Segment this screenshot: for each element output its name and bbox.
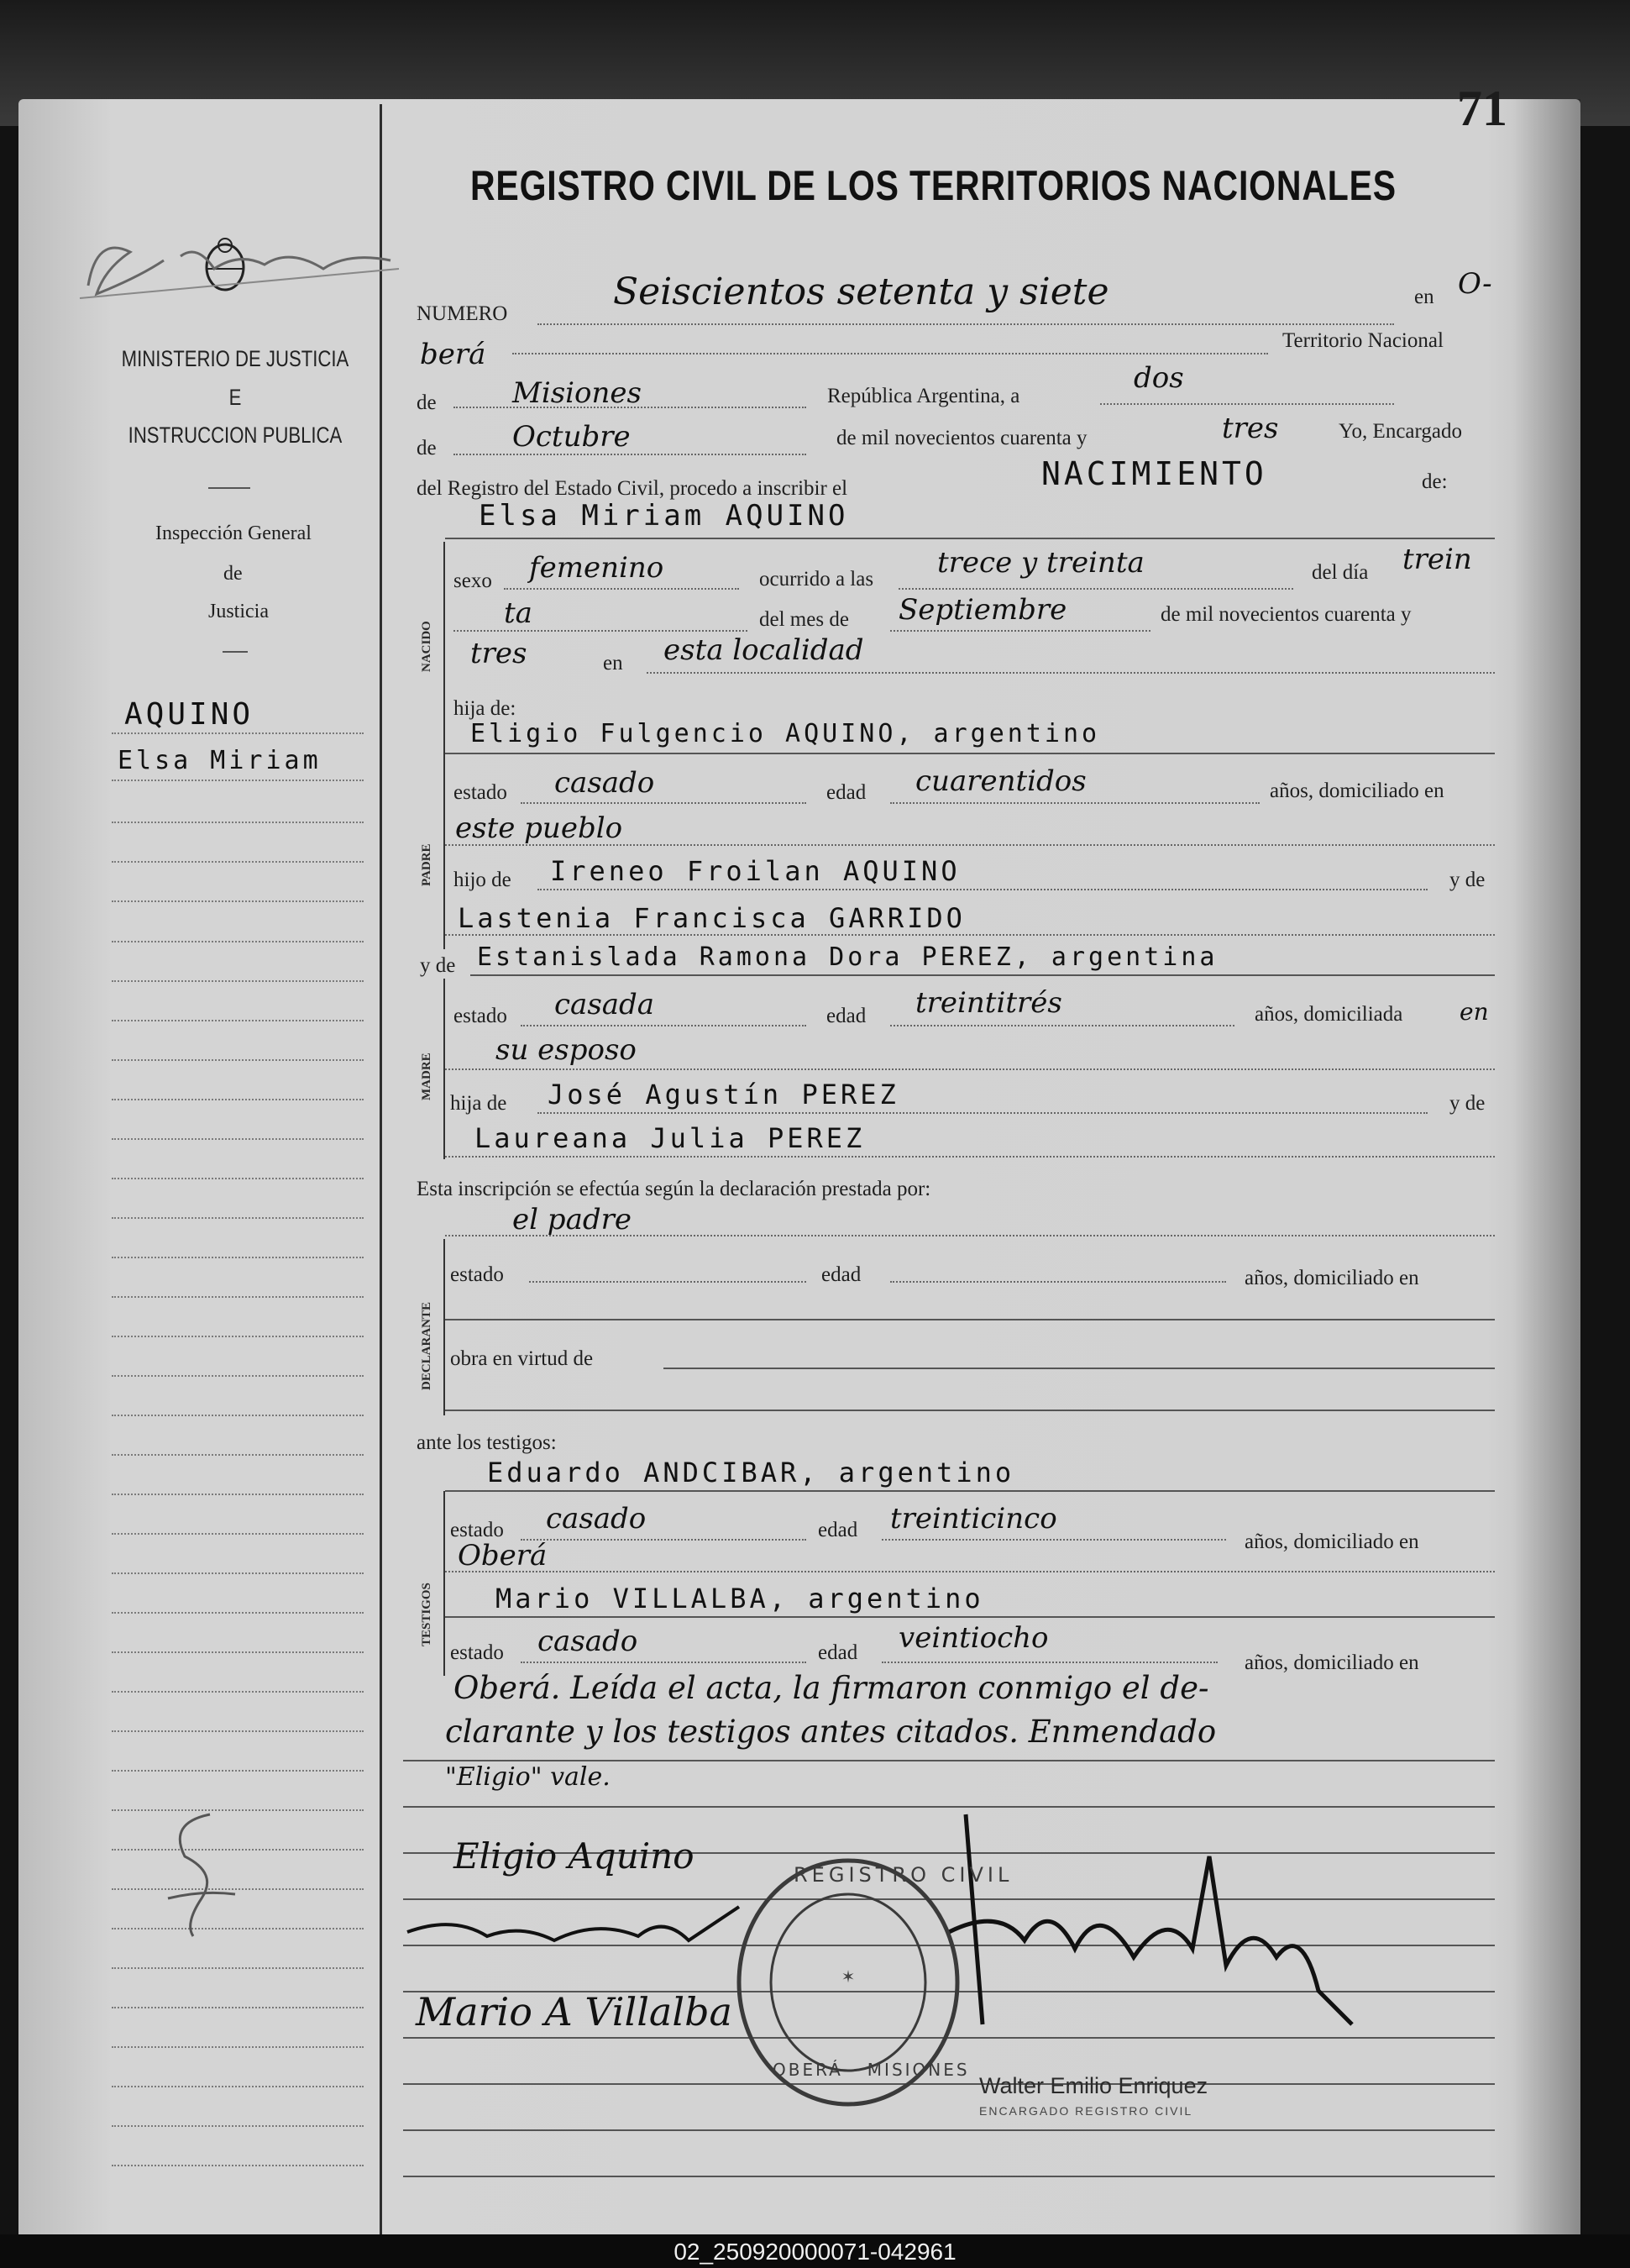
officer-name: Walter Emilio Enriquez [979, 2073, 1208, 2098]
inspection-line1: Inspección General [155, 522, 312, 544]
label-en-lugar: en [603, 652, 623, 675]
label-estado-madre: estado [453, 1005, 507, 1027]
ministry-rule [208, 487, 250, 489]
entry-abuelo-materno: José Agustín PEREZ [548, 1079, 899, 1110]
margin-signature [71, 218, 407, 311]
entry-testigo2: Mario VILLALBA, argentino [495, 1583, 984, 1614]
entry-t1-domicilio: Oberá [458, 1539, 548, 1572]
label-anos-dom-padre: años, domiciliado en [1270, 780, 1444, 802]
margin-surname: AQUINO [124, 697, 254, 732]
entry-nombre: Elsa Miriam AQUINO [479, 499, 849, 533]
label-del-dia: del día [1312, 561, 1369, 584]
testigos-bracket [443, 1491, 450, 1676]
section-declarante-label: DECLARANTE [420, 1301, 433, 1390]
label-estado-t2: estado [450, 1641, 504, 1664]
section-testigos-label: TESTIGOS [420, 1583, 433, 1646]
entry-madre-estado: casada [554, 988, 655, 1021]
margin-divider [380, 104, 382, 2250]
entry-madre-domicilio: su esposo [495, 1033, 637, 1067]
label-anos-dom-declarante: años, domiciliado en [1245, 1267, 1419, 1289]
signature-encargado [932, 1806, 1369, 2058]
entry-mes: Octubre [512, 420, 631, 454]
page-number: 71 [1457, 81, 1507, 136]
label-y-de-madre2: y de [1449, 1092, 1486, 1115]
signature-testigo2: Mario A Villalba [416, 1989, 732, 2034]
entry-cierre-line1: Oberá. Leída el acta, la firmaron conmigo el de- [453, 1670, 1209, 1706]
header-title: REGISTRO CIVIL DE LOS TERRITORIOS NACIONALES [470, 162, 1397, 209]
padre-bracket [443, 722, 450, 949]
label-anos-dom-t1: años, domiciliado en [1245, 1530, 1419, 1553]
label-mil-nov: de mil novecientos cuarenta y [836, 427, 1088, 449]
entry-provincia: Misiones [512, 376, 642, 410]
entry-t1-estado: casado [546, 1502, 647, 1536]
entry-t2-estado: casado [537, 1625, 638, 1658]
label-hija-de: hija de: [453, 697, 516, 720]
label-hijo-de: hijo de [453, 869, 511, 891]
entry-place-cont: berá [420, 338, 486, 371]
label-del-mes: del mes de [759, 608, 849, 631]
signature-testigo1-scribble [403, 1890, 756, 1966]
label-ante: ante los testigos: [417, 1431, 557, 1454]
label-yo: Yo, Encargado [1339, 420, 1462, 443]
entry-madre-edad: treintitrés [915, 986, 1062, 1020]
declarante-bracket [443, 1239, 450, 1415]
label-numero: NUMERO [417, 302, 508, 325]
svg-text:✶: ✶ [841, 1966, 856, 1987]
entry-t2-edad: veintiocho [899, 1621, 1049, 1655]
section-nacido-label: NACIDO [420, 621, 433, 672]
entry-dia-nac-1: trein [1402, 543, 1472, 576]
entry-t1-edad: treinticinco [890, 1502, 1057, 1536]
entry-lugar-nac: esta localidad [663, 633, 864, 667]
label-edad-t2: edad [818, 1641, 858, 1664]
label-inscripcion: Esta inscripción se efectúa según la declaración prestada por: [417, 1178, 931, 1200]
label-estado-declarante: estado [450, 1263, 504, 1286]
entry-padre-estado: casado [554, 766, 655, 800]
entry-abuelo-paterno: Ireneo Froilan AQUINO [550, 855, 961, 887]
entry-declarante: el padre [512, 1203, 632, 1236]
label-anos-dom-t2: años, domiciliado en [1245, 1651, 1419, 1674]
label-de-colon: de: [1422, 470, 1448, 493]
entry-padre: Eligio Fulgencio AQUINO, argentino [470, 719, 1101, 748]
entry-hora: trece y treinta [937, 546, 1145, 580]
entry-anio: tres [1222, 412, 1279, 445]
label-edad-t1: edad [818, 1519, 858, 1541]
entry-testigo1: Eduardo ANDCIBAR, argentino [487, 1457, 1015, 1488]
entry-cierre-line3: "Eligio" vale. [445, 1762, 611, 1792]
signature-declarante: Eligio Aquino [453, 1835, 694, 1877]
ministry-line3: INSTRUCCION PUBLICA [128, 423, 343, 448]
footer-image-id: 02_250920000071-042961 [673, 2239, 957, 2265]
label-hija-de-madre: hija de [450, 1092, 507, 1115]
entry-numero: Seiscientos setenta y siete [613, 270, 1109, 313]
label-edad-padre: edad [826, 781, 867, 804]
label-edad-madre: edad [826, 1005, 867, 1027]
label-anos-dom-madre: años, domiciliada [1255, 1003, 1403, 1026]
entry-padre-edad: cuarentidos [915, 764, 1087, 798]
entry-anio-nac: tres [470, 637, 527, 670]
stamp-top-text: REGISTRO CIVIL [794, 1863, 1014, 1887]
label-estado-padre: estado [453, 781, 507, 804]
entry-acto: NACIMIENTO [1041, 455, 1267, 492]
ministry-line1: MINISTERIO DE JUSTICIA [121, 346, 349, 371]
label-ocurrido: ocurrido a las [759, 568, 874, 591]
inspection-line3: Justicia [208, 601, 269, 622]
entry-dia-nac-2: ta [504, 596, 532, 630]
inspection-rule [223, 651, 248, 653]
ministry-line2: E [228, 385, 242, 410]
margin-initial-mark [151, 1806, 252, 1940]
inspection-line2: de [223, 563, 243, 585]
stamp-bottom-text: OBERÁ - MISIONES [773, 2060, 970, 2080]
entry-dia: dos [1134, 361, 1184, 395]
entry-padre-domicilio: este pueblo [455, 811, 623, 845]
entry-madre: Estanislada Ramona Dora PEREZ, argentina [477, 942, 1219, 972]
entry-abuela-materna: Laureana Julia PEREZ [474, 1122, 866, 1154]
label-obra: obra en virtud de [450, 1347, 594, 1370]
label-estado-t1: estado [450, 1519, 504, 1541]
margin-given-name: Elsa Miriam [118, 746, 322, 775]
label-edad-declarante: edad [821, 1263, 862, 1286]
label-y-de-padre: y de [1449, 869, 1486, 891]
entry-madre-dom-suffix: en [1460, 998, 1489, 1026]
section-madre-label: MADRE [420, 1053, 433, 1100]
label-en: en [1414, 286, 1434, 308]
label-republica: República Argentina, a [827, 385, 1020, 407]
label-de-1: de [417, 391, 437, 414]
label-territorio: Territorio Nacional [1282, 329, 1444, 352]
nacido-bracket [443, 542, 450, 722]
entry-sexo: femenino [529, 551, 664, 585]
label-de-2: de [417, 437, 437, 459]
entry-abuela-paterna: Lastenia Francisca GARRIDO [458, 902, 966, 934]
officer-role: ENCARGADO REGISTRO CIVIL [979, 2104, 1193, 2118]
label-sexo: sexo [453, 570, 492, 592]
entry-en-place: O- [1458, 267, 1492, 301]
label-registro-intro: del Registro del Estado Civil, procedo a inscribir el [417, 477, 848, 500]
entry-mes-nac: Septiembre [899, 593, 1067, 627]
entry-cierre-line2: clarante y los testigos antes citados. Enmendado [445, 1714, 1217, 1750]
label-y-de-madre: y de [420, 954, 456, 977]
section-padre-label: PADRE [420, 843, 433, 886]
label-mil-cuarenta-y: de mil novecientos cuarenta y [1161, 603, 1412, 626]
